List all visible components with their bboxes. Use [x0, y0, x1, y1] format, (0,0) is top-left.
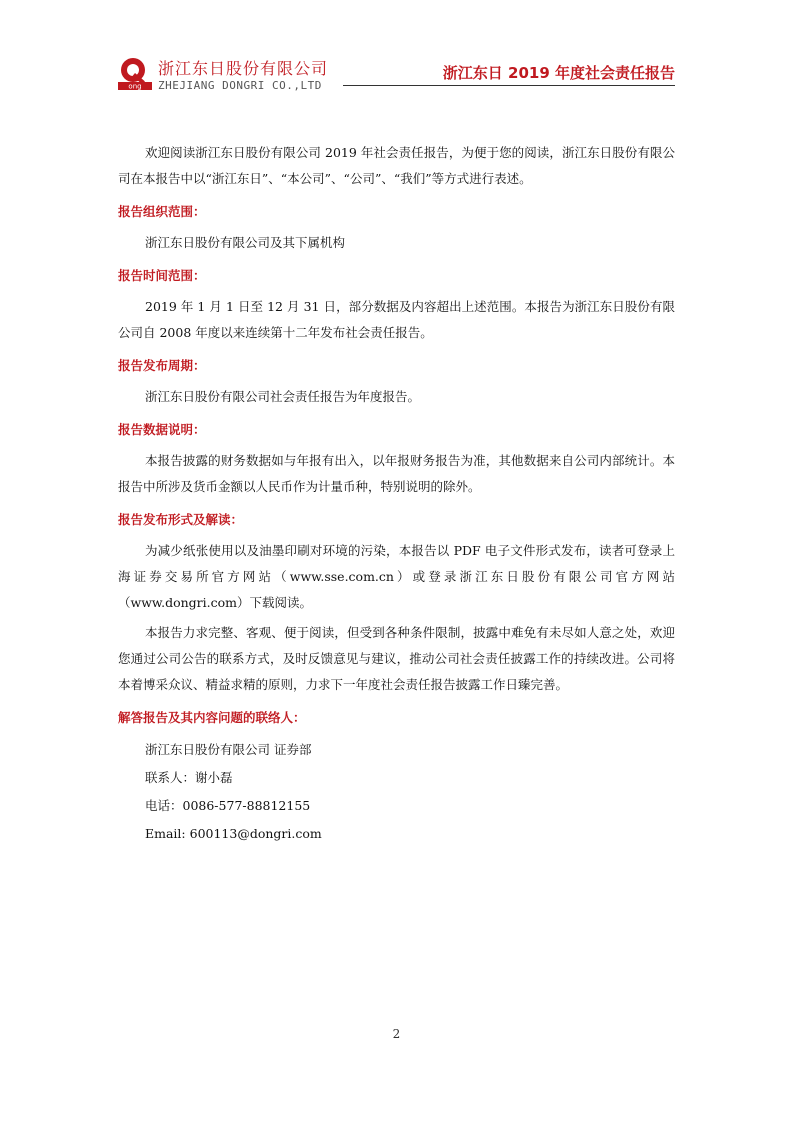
format-body-1: 为减少纸张使用以及油墨印刷对环境的污染，本报告以 PDF 电子文件形式发布，读者可登录上海证券交易所官方网站（www.sse.com.cn）或登录浙江东日股份有限公司官方网站（www.dongri.com）下载阅读。: [118, 543, 675, 610]
report-body: [118, 140, 675, 848]
scope-title: 报告组织范围：: [118, 204, 206, 219]
report-title: 浙江东日 2019 年度社会责任报告: [442, 64, 675, 82]
company-name-cn: 浙江东日股份有限公司: [158, 59, 329, 78]
data-note-body: 本报告披露的财务数据如与年报有出入，以年报财务报告为准，其他数据来自公司内部统计。本报告中所涉及货币金额以人民币作为计量币种，特别说明的除外。: [118, 453, 675, 494]
format-title: 报告发布形式及解读：: [118, 512, 244, 527]
intro-paragraph: 欢迎阅读浙江东日股份有限公司 2019 年社会责任报告，为便于您的阅读，浙江东日股份有限公司在本报告中以“浙江东日”、“本公司”、“公司”、“我们”等方式进行表述。: [118, 145, 675, 186]
cycle-title: 报告发布周期：: [118, 358, 206, 373]
format-body-2: 本报告力求完整、客观、便于阅读，但受到各种条件限制，披露中难免有未尽如人意之处，欢迎您通过公司公告的联系方式，及时反馈意见与建议，推动公司社会责任披露工作的持续改进。公司将本着博采众议、精益求精的原则，力求下一年度社会责任报告披露工作日臻完善。: [118, 625, 675, 692]
header-divider: [343, 85, 675, 86]
scope-body: 浙江东日股份有限公司及其下属机构: [145, 235, 346, 250]
contact-phone: 电话：0086-577-88812155: [145, 798, 311, 813]
period-title: 报告时间范围：: [118, 268, 206, 283]
contact-person: 联系人：谢小磊: [145, 770, 233, 785]
period-body: 2019 年 1 月 1 日至 12 月 31 日，部分数据及内容超出上述范围。本报告为浙江东日股份有限公司自 2008 年度以来连续第十二年发布社会责任报告。: [118, 299, 675, 340]
data-note-title: 报告数据说明：: [118, 422, 206, 437]
page-header: [118, 52, 675, 97]
page-number: 2: [392, 1027, 401, 1041]
contact-title: 解答报告及其内容问题的联络人：: [118, 710, 306, 725]
contact-email: Email: 600113@dongri.com: [145, 826, 322, 841]
company-logo-icon: [118, 56, 152, 90]
cycle-body: 浙江东日股份有限公司社会责任报告为年度报告。: [145, 389, 421, 404]
contact-org: 浙江东日股份有限公司 证券部: [145, 742, 312, 757]
logo-mark-text: ong: [128, 82, 142, 90]
company-name-en: ZHEJIANG DONGRI CO.,LTD: [158, 79, 322, 92]
